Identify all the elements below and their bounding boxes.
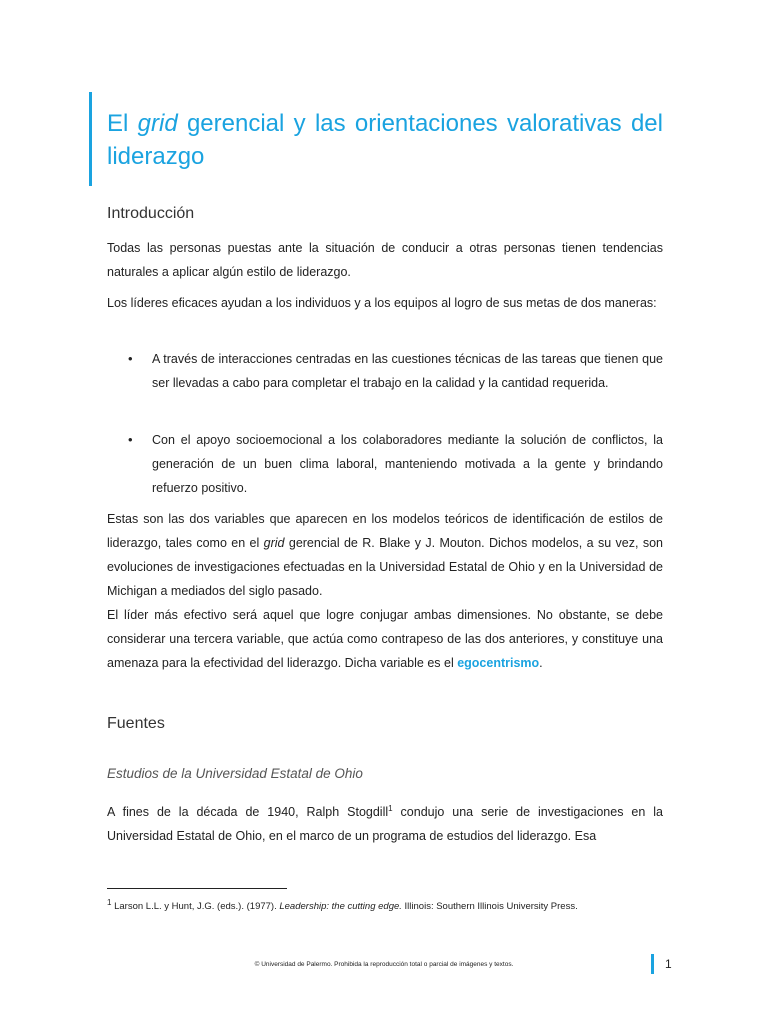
section-heading-fuentes: Fuentes <box>107 715 165 732</box>
bullet-marker: • <box>128 432 133 447</box>
title-emphasis: grid <box>137 110 178 137</box>
footnote-separator <box>107 888 287 889</box>
paragraph-intro-3: Estas son las dos variables que aparecen en los modelos teóricos de identificación de estilos de liderazgo, tales como en el grid gerencial de R. Blake y J. Mouton. Dichos modelos, a su vez, son evoluciones de investigaciones efectuadas en la Universidad Estatal de Ohio y en la Universidad de Michigan a mediados del siglo pasado. <box>107 512 663 598</box>
page-number-accent-bar <box>651 954 654 974</box>
page-number: 1 <box>665 957 672 971</box>
document-title: El grid gerencial y las orientaciones valorativas del liderazgo <box>107 110 663 170</box>
paragraph-intro-1: Todas las personas puestas ante la situación de conducir a otras personas tienen tendencias naturales a aplicar algún estilo de liderazgo. <box>107 241 663 279</box>
footer-copyright: © Universidad de Palermo. Prohibida la reproducción total o parcial de imágenes y textos. <box>254 961 514 968</box>
title-accent-bar <box>89 92 92 186</box>
subsection-heading-ohio: Estudios de la Universidad Estatal de Ohio <box>107 766 363 781</box>
paragraph-sources-1: A fines de la década de 1940, Ralph Stogdill$^1$ condujo una serie de investigaciones en la Universidad Estatal de Ohio, en el marco de un programa de estudios del liderazgo. Esa <box>107 803 663 843</box>
bullet-item-1: A través de interacciones centradas en las cuestiones técnicas de las tareas que tienen que ser llevadas a cabo para completar el trabajo en la calidad y la cantidad requerida. <box>152 352 663 390</box>
footnote-reference[interactable]: 1 <box>388 803 393 813</box>
bullet-marker: • <box>128 351 133 366</box>
highlight-egocentrismo: egocentrismo <box>457 656 540 670</box>
section-heading-introduccion: Introducción <box>107 205 195 222</box>
paragraph-intro-4: El líder más efectivo será aquel que logre conjugar ambas dimensiones. No obstante, se debe considerar una tercera variable, que actúa como contrapeso de las dos anteriores, y constituye una amenaza para la efectividad del liderazgo. Dicha variable es el egocentrismo. <box>107 608 663 670</box>
footnote: $^1$ Larson L.L. y Hunt, J.G. (eds.). (1977). Leadership: the cutting edge. Illinois: Southern Illinois University Press. <box>107 897 578 912</box>
paragraph-intro-2: Los líderes eficaces ayudan a los individuos y a los equipos al logro de sus metas de dos maneras: <box>107 296 657 310</box>
bullet-item-2: Con el apoyo socioemocional a los colaboradores mediante la solución de conflictos, la generación de un buen clima laboral, manteniendo motivada a la gente y brindando refuerzo positivo. <box>152 433 663 495</box>
